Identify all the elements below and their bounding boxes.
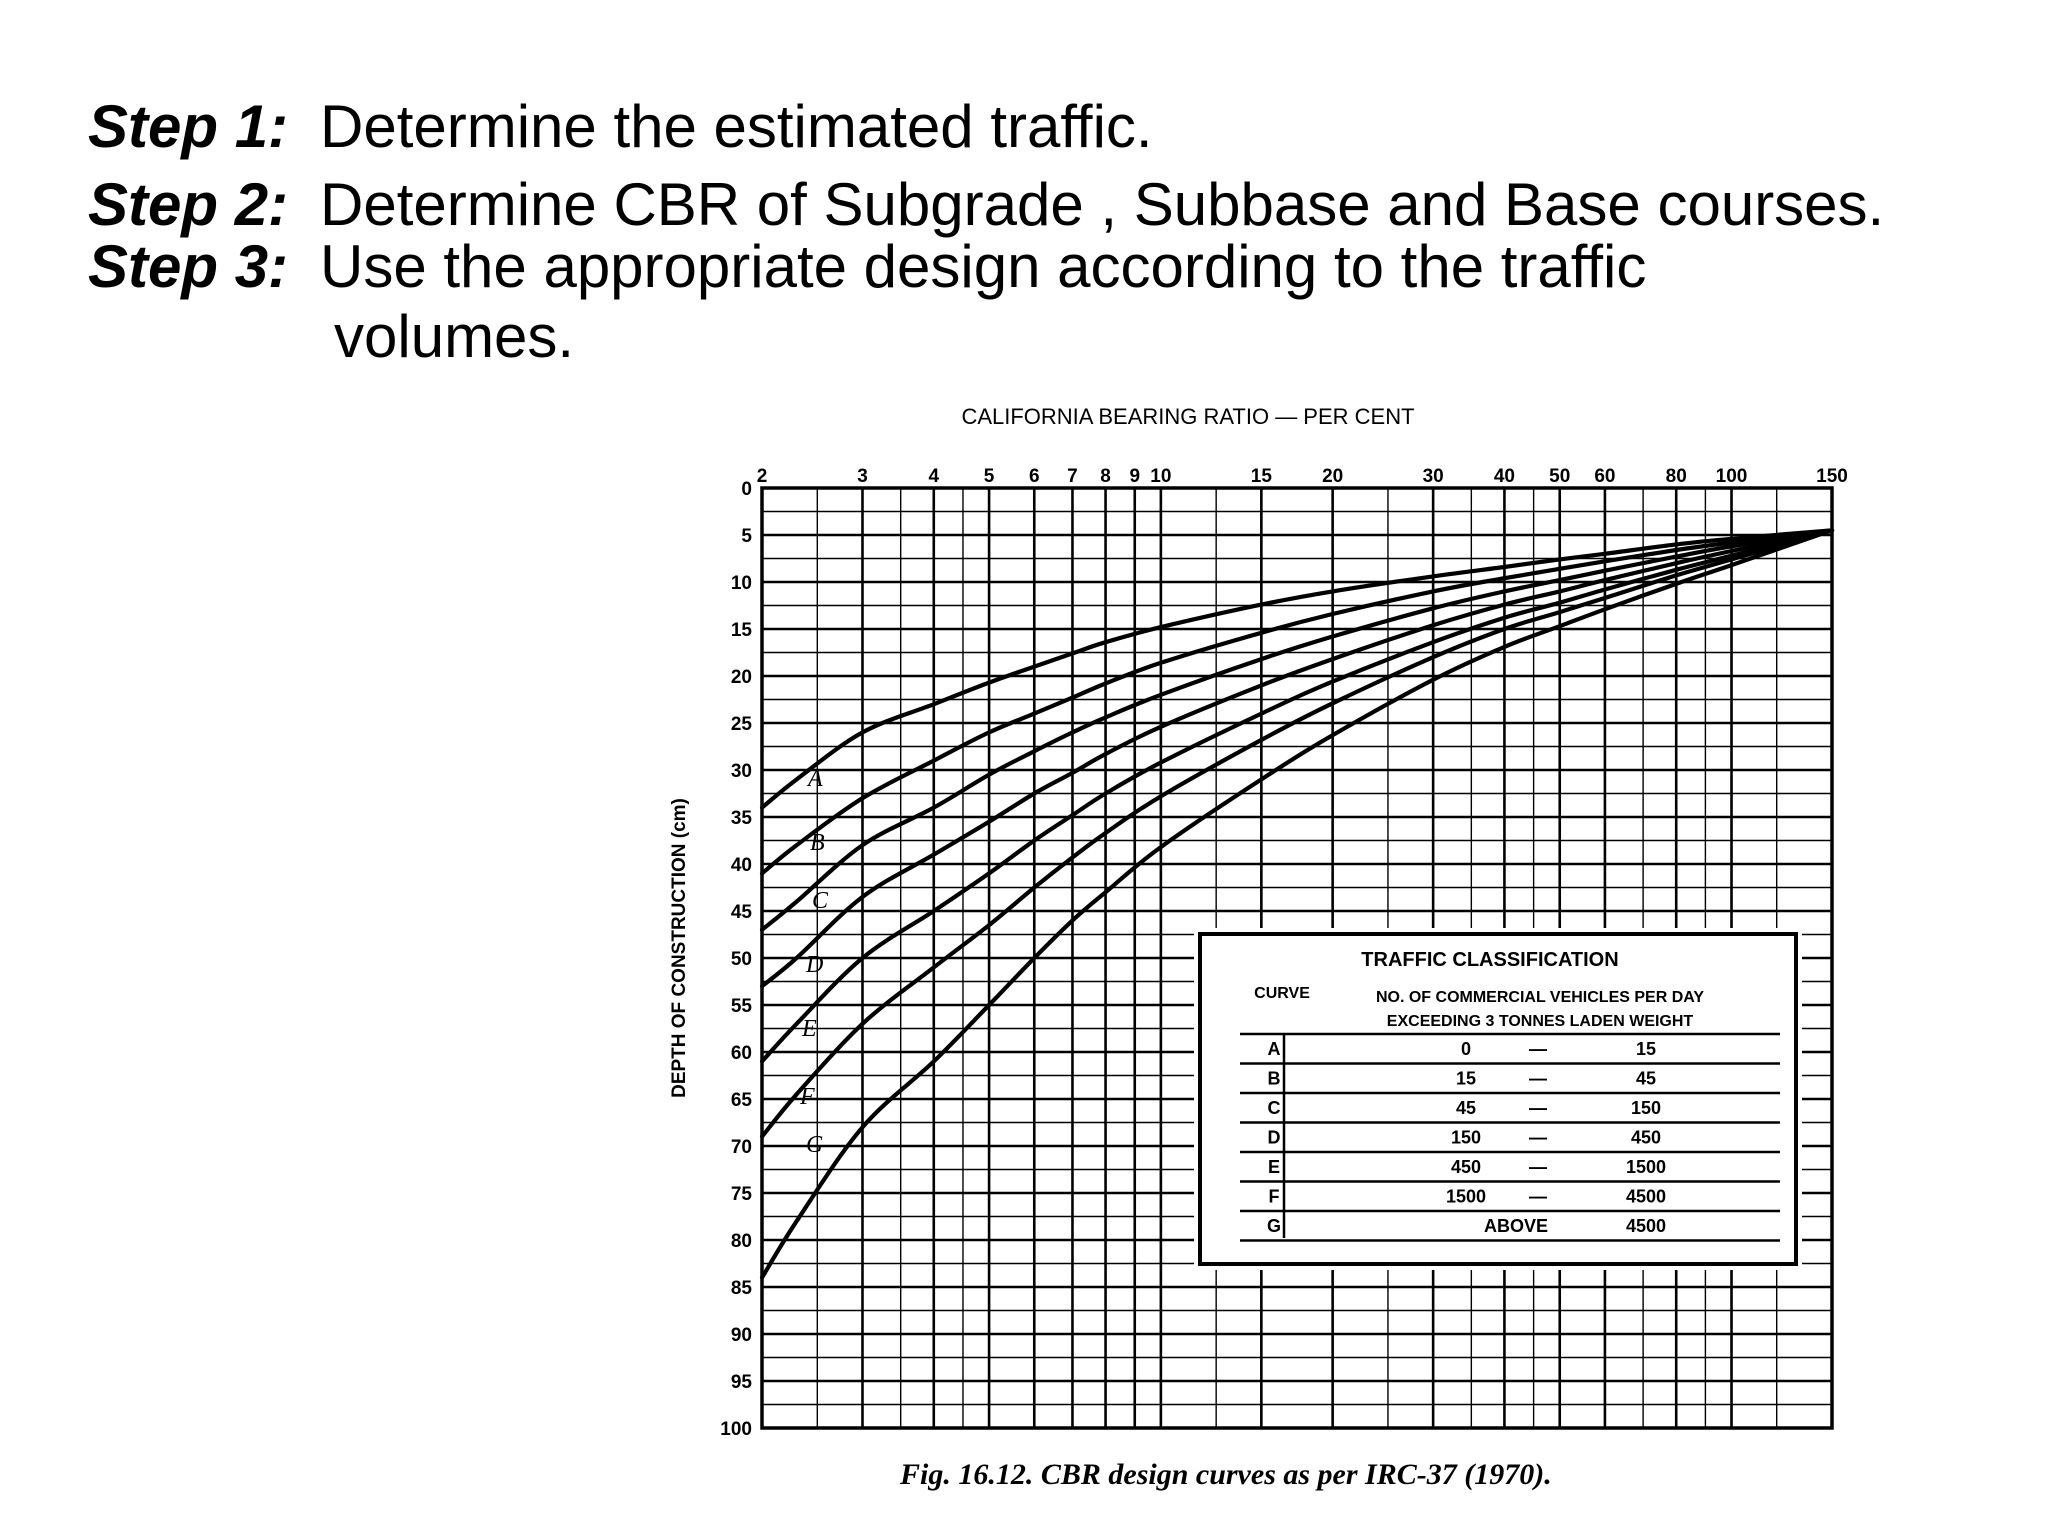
x-tick-label: 50: [1549, 466, 1571, 487]
step-1-text: Determine the estimated traffic.: [320, 93, 1153, 160]
step-1-label: Step 1:: [88, 93, 289, 160]
curve-label-f: F: [800, 1084, 815, 1110]
step-2-label: Step 2:: [88, 171, 289, 238]
figure-caption: Fig. 16.12. CBR design curves as per IRC-37 (1970).: [900, 1458, 1552, 1491]
step-2-text: Determine CBR of Subgrade , Subbase and Base courses.: [320, 171, 1885, 238]
legend-col-desc-1: NO. OF COMMERCIAL VEHICLES PER DAY: [1375, 989, 1705, 1006]
legend-title: TRAFFIC CLASSIFICATION: [1361, 949, 1619, 971]
y-tick-label: 35: [730, 808, 752, 829]
y-tick-label: 40: [730, 855, 752, 876]
x-tick-label: 80: [1665, 466, 1687, 487]
legend-dash-cell: —: [1529, 1097, 1547, 1118]
traffic-classification-table: [1194, 928, 1802, 1270]
legend-from-cell: 45: [1455, 1097, 1477, 1118]
legend-frame: [1200, 934, 1796, 1264]
y-tick-label: 5: [741, 526, 752, 547]
y-tick-label: 95: [730, 1372, 752, 1393]
y-tick-label: 0: [741, 479, 752, 500]
x-tick-label: 20: [1322, 466, 1344, 487]
curve-label-g: G: [806, 1132, 824, 1158]
legend-curve-cell: A: [1267, 1038, 1281, 1059]
legend-to-cell: 1500: [1625, 1156, 1667, 1177]
x-tick-label: 10: [1150, 466, 1172, 487]
y-tick-label: 50: [730, 949, 752, 970]
y-tick-label: 10: [730, 573, 752, 594]
curve-label-c: C: [812, 888, 829, 914]
x-tick-label: 100: [1715, 466, 1748, 487]
x-tick-label: 2: [756, 466, 768, 487]
curve-label-d: D: [806, 952, 824, 978]
y-tick-label: 45: [730, 902, 752, 923]
legend-to-cell: 45: [1635, 1068, 1657, 1089]
legend-to-cell: 15: [1635, 1038, 1657, 1059]
y-tick-label: 90: [730, 1325, 752, 1346]
x-tick-label: 40: [1493, 466, 1516, 487]
legend-dash-cell: —: [1529, 1127, 1547, 1148]
y-tick-label: 65: [730, 1090, 752, 1111]
legend-col-desc-2: EXCEEDING 3 TONNES LADEN WEIGHT: [1386, 1013, 1694, 1030]
x-tick-label: 60: [1594, 466, 1616, 487]
curve-label-a: A: [808, 766, 823, 792]
y-tick-label: 100: [720, 1419, 752, 1440]
x-tick-label: 150: [1816, 466, 1848, 487]
y-tick-label: 55: [730, 996, 752, 1017]
y-tick-label: 85: [730, 1278, 752, 1299]
y-tick-label: 75: [730, 1184, 752, 1205]
legend-col-curve: CURVE: [1254, 985, 1310, 1002]
legend-dash-cell: —: [1529, 1186, 1547, 1207]
x-tick-label: 6: [1028, 466, 1040, 487]
y-tick-label: 25: [730, 714, 752, 735]
legend-to-cell: 450: [1630, 1127, 1662, 1148]
legend-from-cell: 0: [1460, 1038, 1472, 1059]
legend-curve-cell: B: [1267, 1068, 1281, 1089]
step-3-continuation: volumes.: [334, 303, 575, 370]
x-tick-label: 5: [983, 466, 995, 487]
y-axis-title: DEPTH OF CONSTRUCTION (cm): [669, 798, 690, 1098]
legend-dash-cell: —: [1529, 1068, 1547, 1089]
x-tick-label: 7: [1067, 466, 1078, 487]
y-tick-label: 60: [730, 1043, 752, 1064]
x-tick-label: 4: [928, 466, 940, 487]
legend-curve-cell: E: [1267, 1156, 1281, 1177]
curve-label-e: E: [802, 1016, 817, 1042]
legend-from-cell: 450: [1450, 1156, 1482, 1177]
step-3-label: Step 3:: [88, 233, 289, 300]
x-tick-label: 3: [857, 466, 868, 487]
legend-curve-cell: F: [1268, 1186, 1280, 1207]
legend-from-cell: 1500: [1445, 1186, 1487, 1207]
legend-curve-cell: D: [1267, 1127, 1281, 1148]
legend-curve-cell: G: [1266, 1215, 1282, 1236]
x-tick-label: 8: [1100, 466, 1111, 487]
x-tick-label: 30: [1422, 466, 1444, 487]
y-tick-label: 20: [730, 667, 752, 688]
legend-to-cell: 4500: [1625, 1215, 1667, 1236]
curve-label-b: B: [810, 830, 825, 856]
legend-curve-cell: C: [1267, 1097, 1281, 1118]
legend-from-cell: 150: [1450, 1127, 1482, 1148]
x-tick-label: 9: [1129, 466, 1141, 487]
x-axis-title: CALIFORNIA BEARING RATIO — PER CENT: [961, 404, 1415, 429]
legend-from-cell: ABOVE: [1483, 1215, 1549, 1236]
legend-dash-cell: —: [1529, 1038, 1547, 1059]
x-tick-label: 15: [1250, 466, 1272, 487]
legend-from-cell: 15: [1455, 1068, 1477, 1089]
step-3-text: Use the appropriate design according to the traffic: [320, 233, 1647, 300]
y-tick-label: 15: [730, 620, 752, 641]
legend-to-cell: 4500: [1625, 1186, 1667, 1207]
y-tick-label: 30: [730, 761, 752, 782]
y-tick-label: 70: [730, 1137, 752, 1158]
curve-c: [762, 530, 1832, 930]
y-tick-label: 80: [730, 1231, 752, 1252]
legend-to-cell: 150: [1630, 1097, 1662, 1118]
legend-dash-cell: —: [1529, 1156, 1547, 1177]
